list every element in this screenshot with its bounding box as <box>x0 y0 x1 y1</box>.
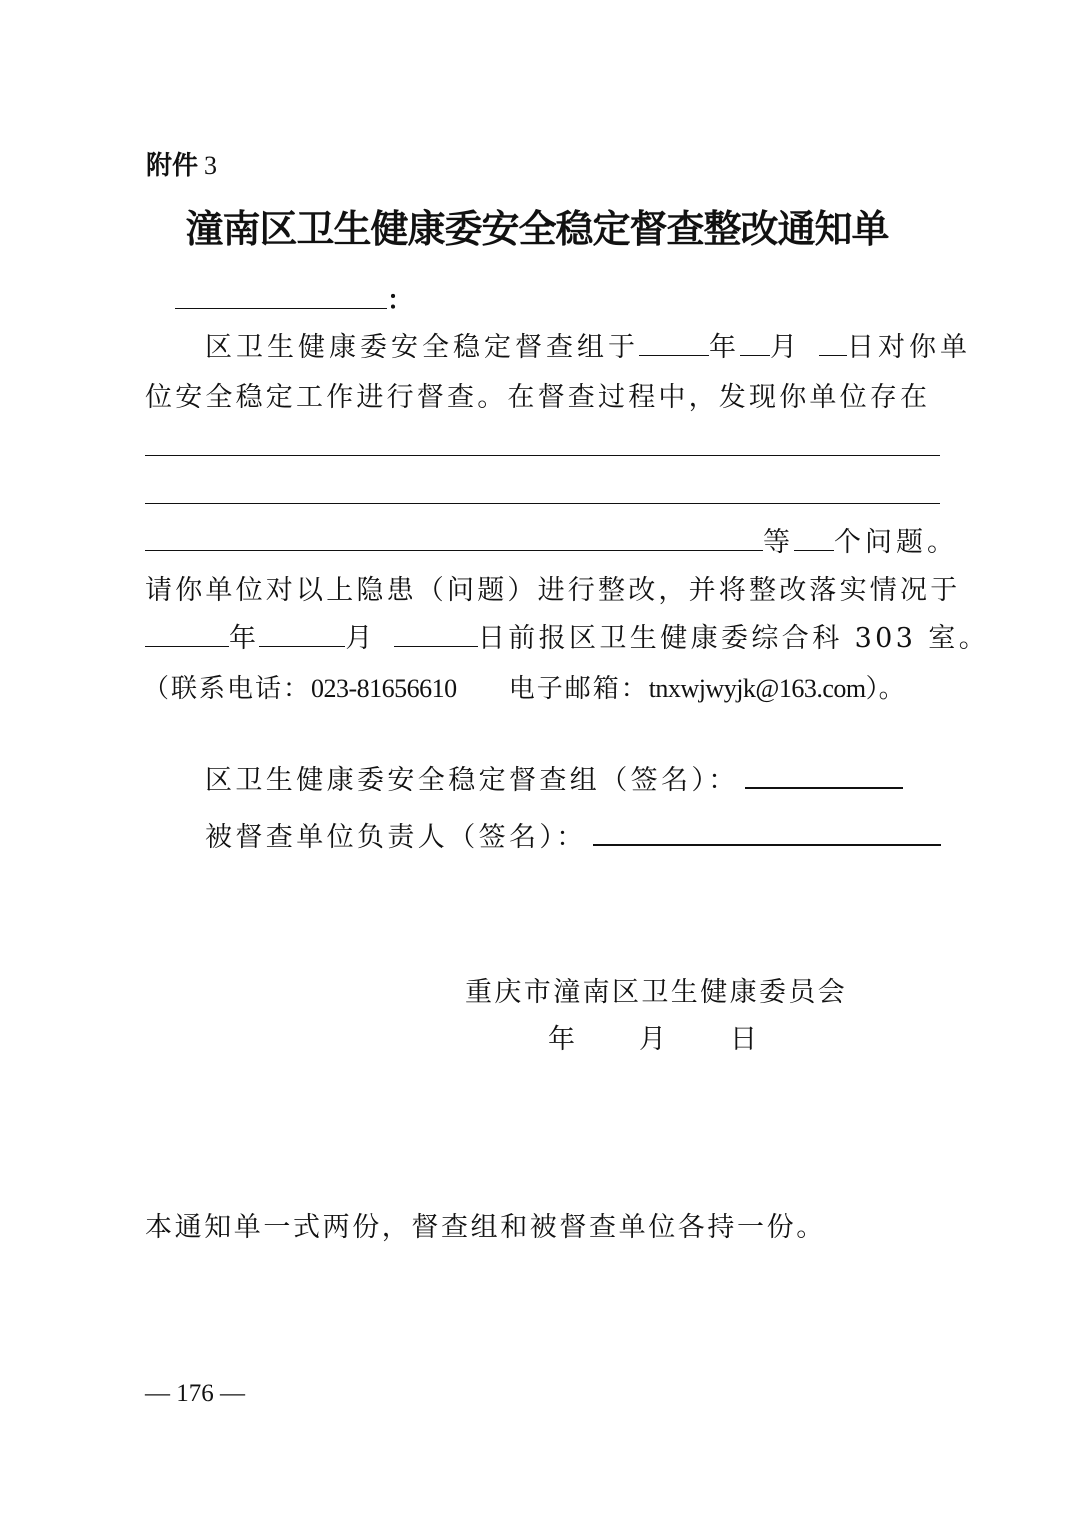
attachment-text: 附件 <box>146 151 199 181</box>
addressee-colon: ： <box>387 286 414 316</box>
issue-blank-line-2 <box>145 503 940 504</box>
signature-unit-label: 被督查单位负责人（签名）： <box>205 822 587 853</box>
contact-line <box>143 668 905 705</box>
copies-note: 本通知单一式两份，督查组和被督查单位各持一份。 <box>145 1212 826 1243</box>
signature-unit-blank <box>593 843 941 846</box>
signature-group-label: 区卫生健康委安全稳定督查组（签名）： <box>205 765 739 796</box>
attachment-number: 3 <box>204 151 218 180</box>
signature-group-blank <box>745 786 903 789</box>
signature-group <box>205 758 903 797</box>
issuer-date-day: 日 <box>730 1024 761 1055</box>
body-line-1-end: 日对你单 <box>847 332 971 363</box>
month-blank <box>740 354 770 356</box>
body-line-5 <box>145 520 958 559</box>
issue-blank-line-1 <box>145 455 940 456</box>
signature-unit <box>205 815 941 854</box>
month-label: 月 <box>770 332 801 363</box>
contact-close: ）。 <box>865 674 905 704</box>
page-number: — 176 — <box>145 1380 245 1407</box>
issuer-date <box>548 1017 761 1056</box>
page-title: 潼南区卫生健康委安全稳定督查整改通知单 <box>185 206 889 251</box>
deadline-rest: 日前报区卫生健康委综合科 303 室。 <box>477 623 990 654</box>
body-line-6: 请你单位对以上隐患（问题）进行整改，并将整改落实情况于 <box>145 575 961 606</box>
deadline-day-blank <box>394 645 478 647</box>
attachment-label <box>146 145 217 182</box>
issuer-date-year: 年 <box>548 1024 579 1055</box>
issue-blank-line-3 <box>145 549 763 551</box>
phone-label: （联系电话： <box>143 674 312 704</box>
email-label: 电子邮箱： <box>508 674 649 704</box>
body-line-7 <box>145 616 989 655</box>
body-line-1-text: 区卫生健康委安全稳定督查组于 <box>205 332 639 363</box>
issuer-date-month: 月 <box>639 1024 670 1055</box>
etc-label: 等 <box>763 527 794 558</box>
email-address: tnxwjwyjk@163.com <box>648 674 866 703</box>
deadline-month-blank <box>259 645 345 647</box>
addressee-line <box>175 280 413 317</box>
year-blank <box>639 354 709 356</box>
year-label: 年 <box>709 332 740 363</box>
count-blank <box>794 549 834 551</box>
day-blank <box>819 354 847 356</box>
deadline-year-blank <box>145 645 229 647</box>
deadline-month-label: 月 <box>345 623 376 654</box>
deadline-year-label: 年 <box>229 623 260 654</box>
body-line-1 <box>205 325 971 364</box>
issuer-name: 重庆市潼南区卫生健康委员会 <box>465 977 848 1008</box>
addressee-blank <box>175 307 387 309</box>
phone-number: 023-81656610 <box>311 674 457 703</box>
body-line-2: 位安全稳定工作进行督查。在督查过程中，发现你单位存在 <box>145 382 931 413</box>
issue-count-label: 个问题。 <box>834 527 958 558</box>
